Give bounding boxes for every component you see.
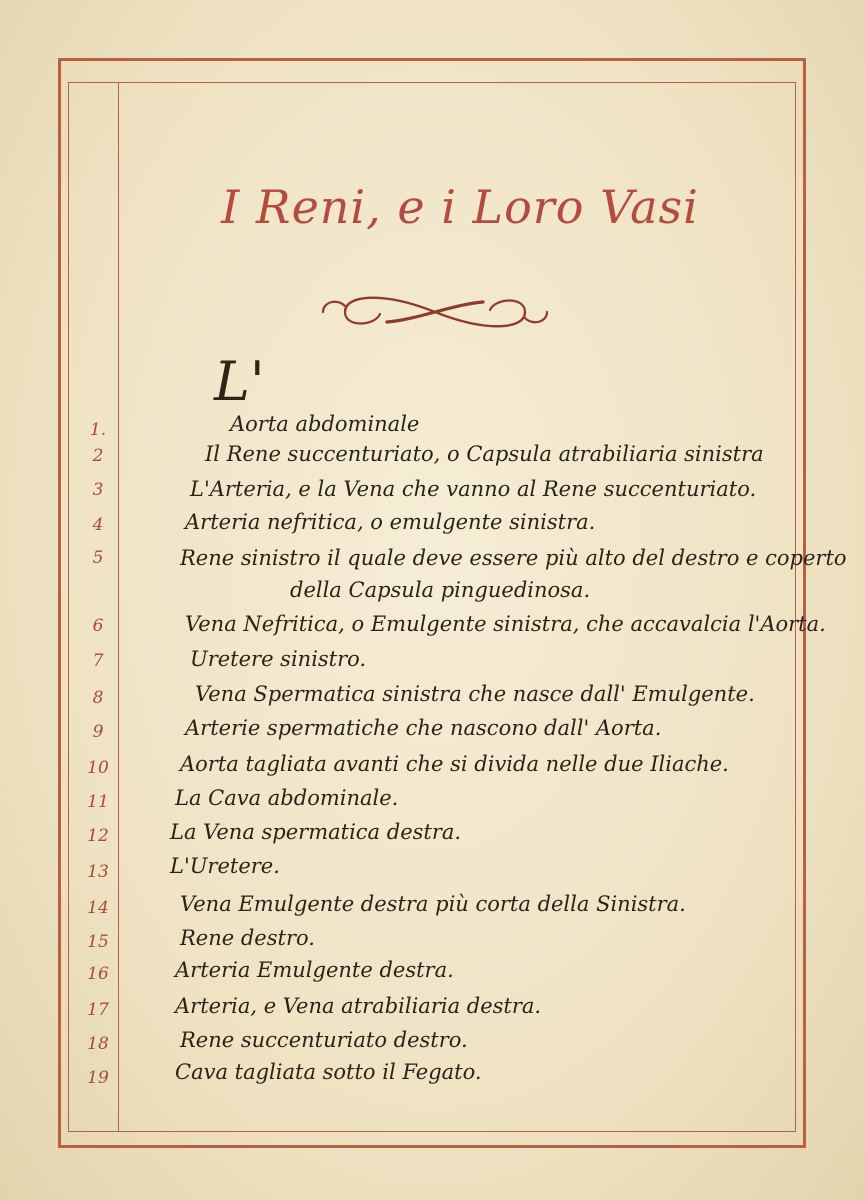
entry-number: 18 (87, 1034, 109, 1054)
entry-text: L'Arteria, e la Vena che vanno al Rene succenturiato. (190, 477, 757, 501)
entry-number: 2 (92, 446, 104, 466)
ornamental-flourish (315, 282, 555, 342)
entry-number: 16 (87, 964, 109, 984)
entry-text: Vena Emulgente destra più corta della Sinistra. (180, 892, 686, 916)
entry-number: 13 (87, 862, 109, 882)
entry-number: 12 (87, 826, 109, 846)
entry-number: 19 (87, 1068, 109, 1088)
entry-number: 15 (87, 932, 109, 952)
entry-number: 10 (87, 758, 109, 778)
entry-number: 4 (92, 515, 104, 535)
entry-text: Rene sinistro il quale deve essere più alto del destro e coperto (180, 546, 847, 570)
entry-text: Vena Nefritica, o Emulgente sinistra, che accavalcia l'Aorta. (185, 612, 826, 636)
entry-text-continued: della Capsula pinguedinosa. (290, 578, 591, 602)
entry-number: 7 (92, 651, 104, 671)
entry-text: Uretere sinistro. (190, 647, 367, 671)
entry-text: Aorta tagliata avanti che si divida nelle due Iliache. (180, 752, 729, 776)
entry-text: La Cava abdominale. (175, 786, 399, 810)
entry-number: 9 (92, 722, 104, 742)
entry-text: Arteria, e Vena atrabiliaria destra. (175, 994, 542, 1018)
entry-number: 6 (92, 616, 104, 636)
entry-text: Rene destro. (180, 926, 315, 950)
entry-number: 11 (87, 792, 109, 812)
entry-number: 17 (87, 1000, 109, 1020)
entry-number: 5 (92, 548, 104, 568)
page-title: I Reni, e i Loro Vasi (221, 180, 699, 234)
entry-text: Vena Spermatica sinistra che nasce dall' Emulgente. (195, 682, 755, 706)
entry-text: La Vena spermatica destra. (170, 820, 462, 844)
entry-text: Arteria nefritica, o emulgente sinistra. (185, 510, 596, 534)
entry-number: 1. (89, 420, 107, 440)
entry-text: Cava tagliata sotto il Fegato. (175, 1060, 482, 1084)
entry-number: 8 (92, 688, 104, 708)
entry-number: 3 (92, 480, 104, 500)
entry-number: 14 (87, 898, 109, 918)
decorative-initial: L' (214, 350, 265, 413)
entry-text: Aorta abdominale (230, 412, 420, 436)
entry-text: Arterie spermatiche che nascono dall' Aorta. (185, 716, 662, 740)
entry-text: L'Uretere. (170, 854, 280, 878)
entry-text: Rene succenturiato destro. (180, 1028, 468, 1052)
margin-rule (118, 82, 119, 1132)
entry-text: Il Rene succenturiato, o Capsula atrabiliaria sinistra (205, 442, 764, 466)
entry-text: Arteria Emulgente destra. (175, 958, 454, 982)
